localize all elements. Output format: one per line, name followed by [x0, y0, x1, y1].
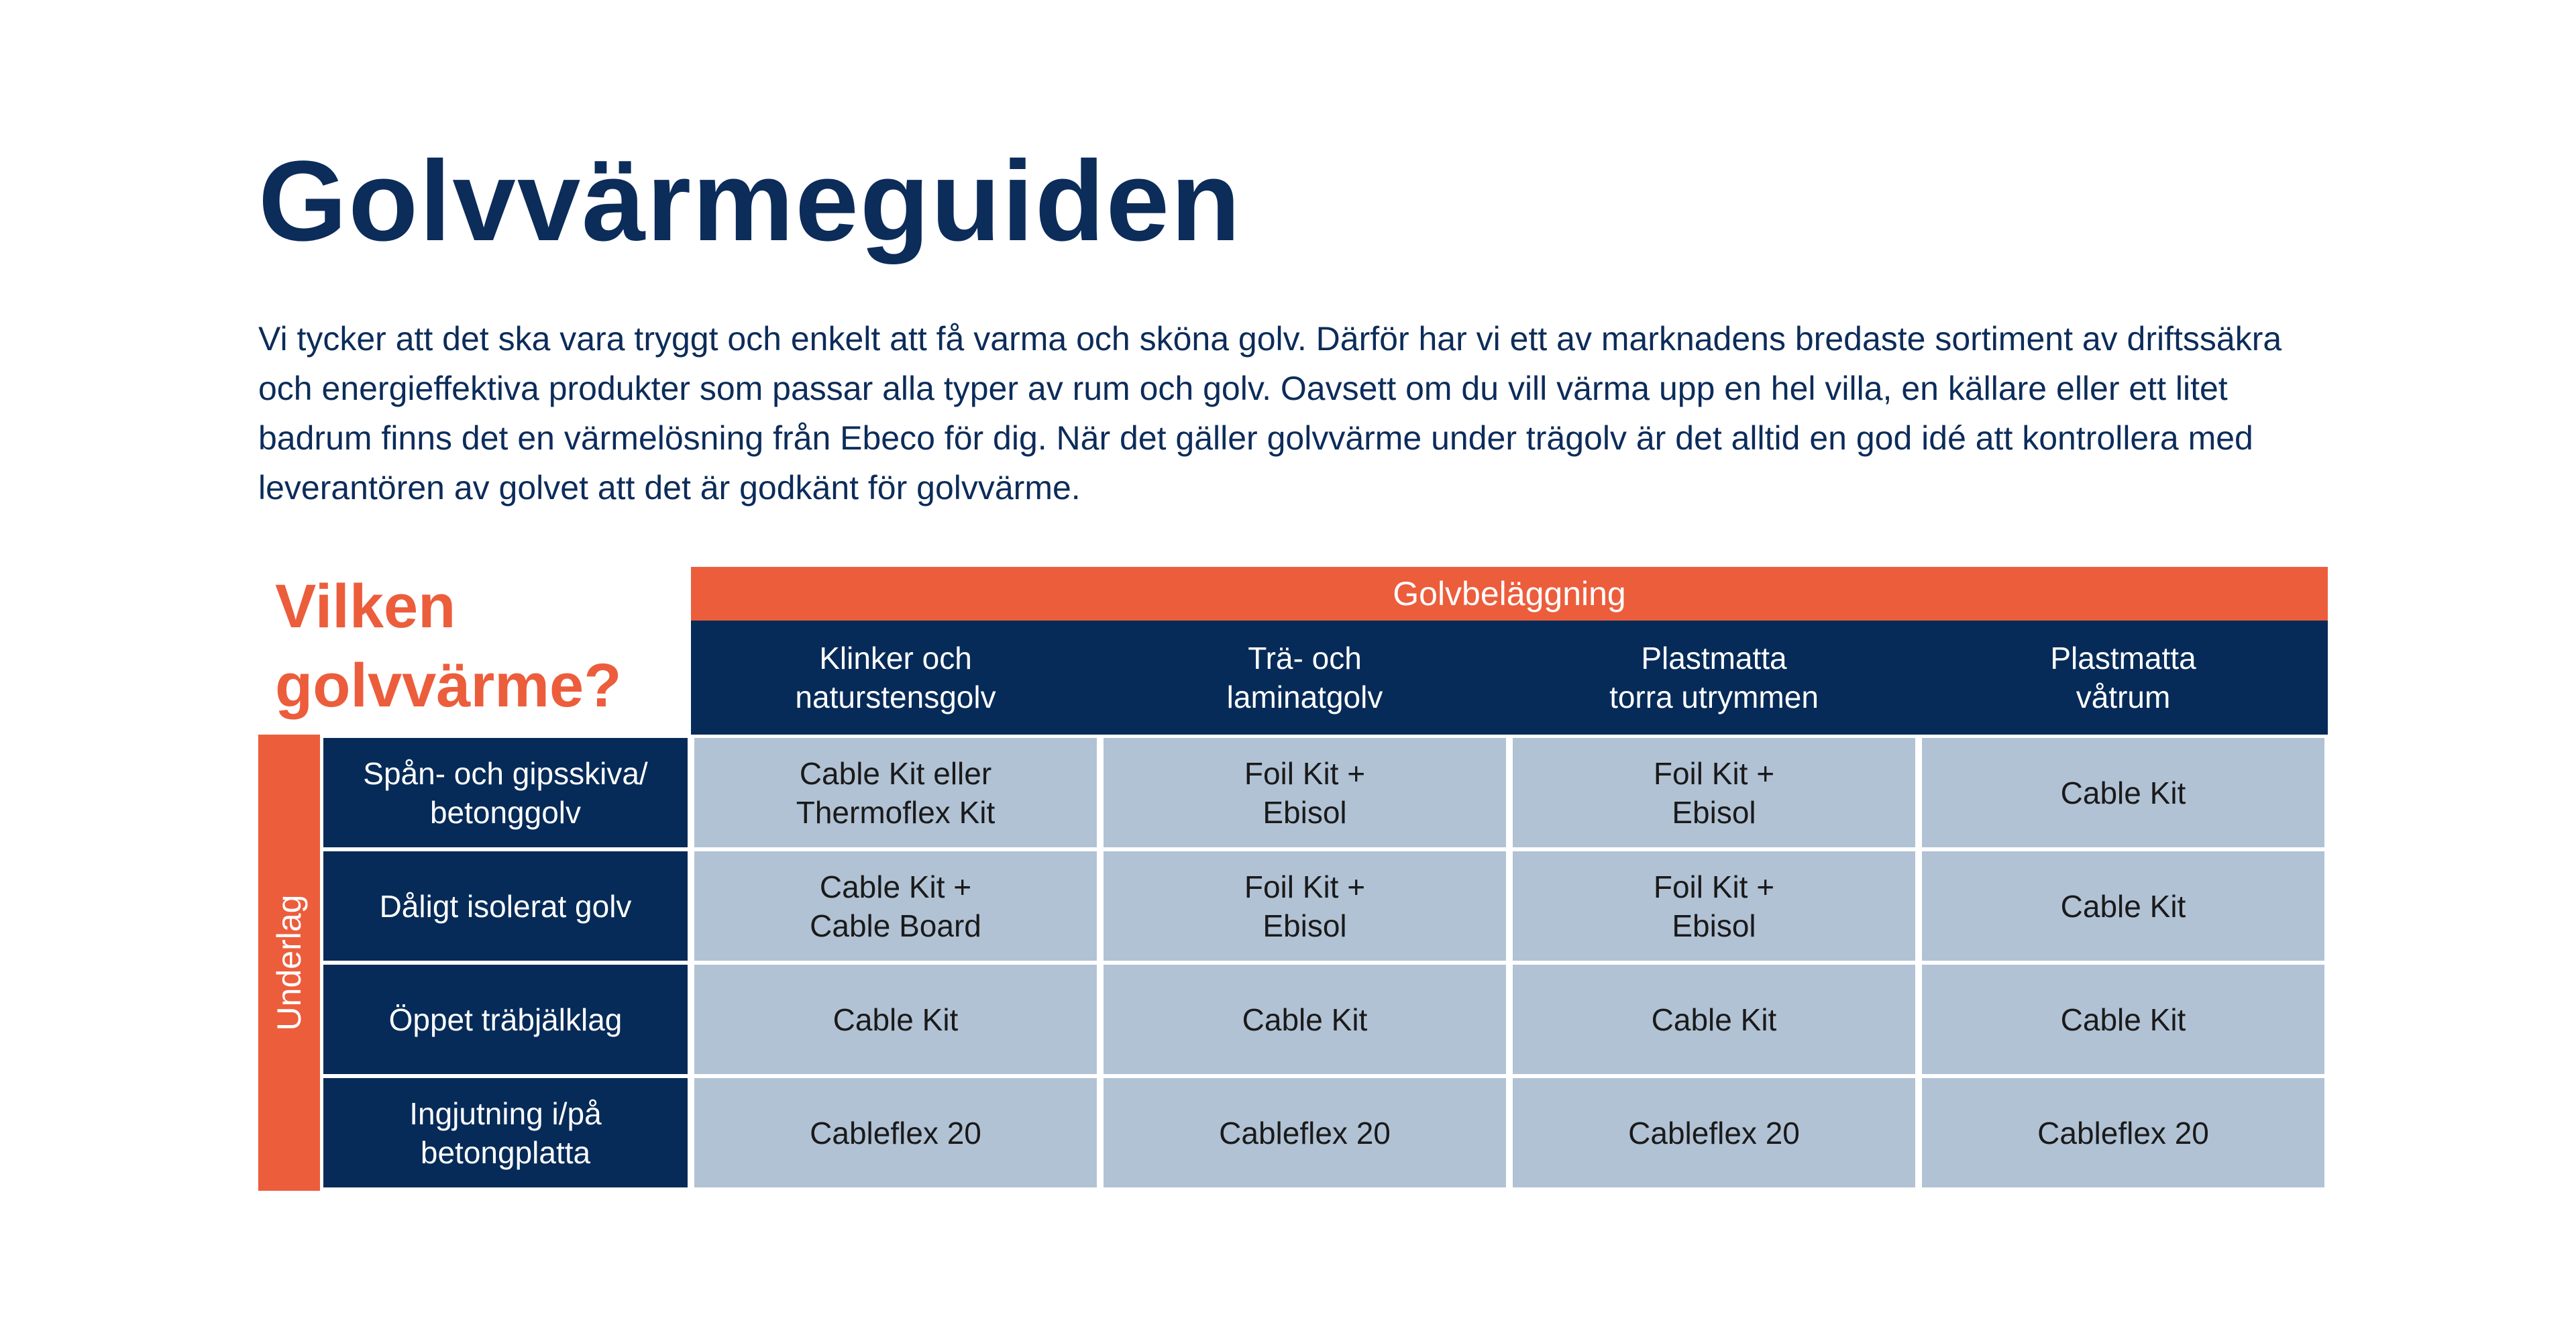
- row-header-label: Dåligt isolerat golv: [379, 888, 632, 924]
- column-header-label: Plastmatta våtrum: [2050, 641, 2196, 714]
- cell-value: Cable Kit: [2060, 888, 2186, 924]
- row-header: [323, 965, 688, 1074]
- cell-value: Cable Kit: [1242, 1002, 1368, 1037]
- column-header: [691, 621, 1100, 735]
- cell-value: Foil Kit + Ebisol: [1244, 869, 1366, 943]
- column-header: [1100, 621, 1509, 735]
- row-header: [323, 851, 688, 961]
- table-cell: [1922, 1078, 2324, 1187]
- row-group-label: Underlag: [270, 894, 308, 1031]
- row-header-label: Ingjutning i/på betongplatta: [409, 1096, 602, 1170]
- table-cell: [1513, 965, 1915, 1074]
- page-title: Golvvärmeguiden: [258, 138, 1242, 265]
- column-header-label: Trä- och laminatgolv: [1226, 641, 1383, 714]
- column-group-header: [691, 567, 2328, 621]
- table-cell: [1922, 851, 2324, 961]
- cell-value: Cable Kit + Cable Board: [810, 869, 981, 943]
- row-header-label: Öppet träbjälklag: [388, 1002, 623, 1037]
- table-cell: [1922, 738, 2324, 847]
- cell-value: Cable Kit eller Thermoflex Kit: [796, 755, 996, 830]
- column-group-label: Golvbeläggning: [1393, 575, 1626, 613]
- cell-value: Cableflex 20: [2037, 1115, 2209, 1151]
- row-header: [323, 738, 688, 847]
- table-cell: [1104, 965, 1506, 1074]
- cell-value: Cableflex 20: [1628, 1115, 1800, 1151]
- table-cell: [1104, 851, 1506, 961]
- cell-value: Cable Kit: [2060, 1002, 2186, 1037]
- table-cell: [1513, 1078, 1915, 1187]
- table-question-heading: Vilken golvvärme?: [275, 572, 622, 720]
- cell-value: Foil Kit + Ebisol: [1653, 869, 1775, 943]
- column-header: [1919, 621, 2328, 735]
- table-cell: [1922, 965, 2324, 1074]
- column-header-label: Klinker och naturstensgolv: [795, 641, 996, 714]
- cell-value: Cable Kit: [2060, 775, 2186, 810]
- cell-value: Cable Kit: [1651, 1002, 1777, 1037]
- table-cell: [1513, 851, 1915, 961]
- column-header: [1509, 621, 1919, 735]
- table-cell: [694, 738, 1097, 847]
- row-header: [323, 1078, 688, 1187]
- table-cell: [694, 965, 1097, 1074]
- table-cell: [1513, 738, 1915, 847]
- cell-value: Foil Kit + Ebisol: [1653, 755, 1775, 830]
- row-header-label: Spån- och gipsskiva/ betonggolv: [363, 755, 648, 830]
- table-cell: [1104, 738, 1506, 847]
- cell-value: Cable Kit: [833, 1002, 959, 1037]
- table-cell: [694, 1078, 1097, 1187]
- cell-value: Foil Kit + Ebisol: [1244, 755, 1366, 830]
- cell-value: Cableflex 20: [810, 1115, 981, 1151]
- intro-paragraph: Vi tycker att det ska vara tryggt och enkelt att få varma och sköna golv. Därför har vi ett av marknadens bredaste sortiment av driftssäkra och energieffektiva produkter som passar alla typer av rum och golv. Oavsett om du vill värma upp en hel villa, en källare eller ett litet badrum finns det en värmelösning från Ebeco för dig. När det gäller golvvärme under trägolv är det alltid en god idé att kontrollera med leverantören av golvet att det är godkänt för golvvärme.: [258, 320, 2282, 507]
- column-header-label: Plastmatta torra utrymmen: [1609, 641, 1819, 714]
- cell-value: Cableflex 20: [1219, 1115, 1391, 1151]
- table-cell: [694, 851, 1097, 961]
- table-cell: [1104, 1078, 1506, 1187]
